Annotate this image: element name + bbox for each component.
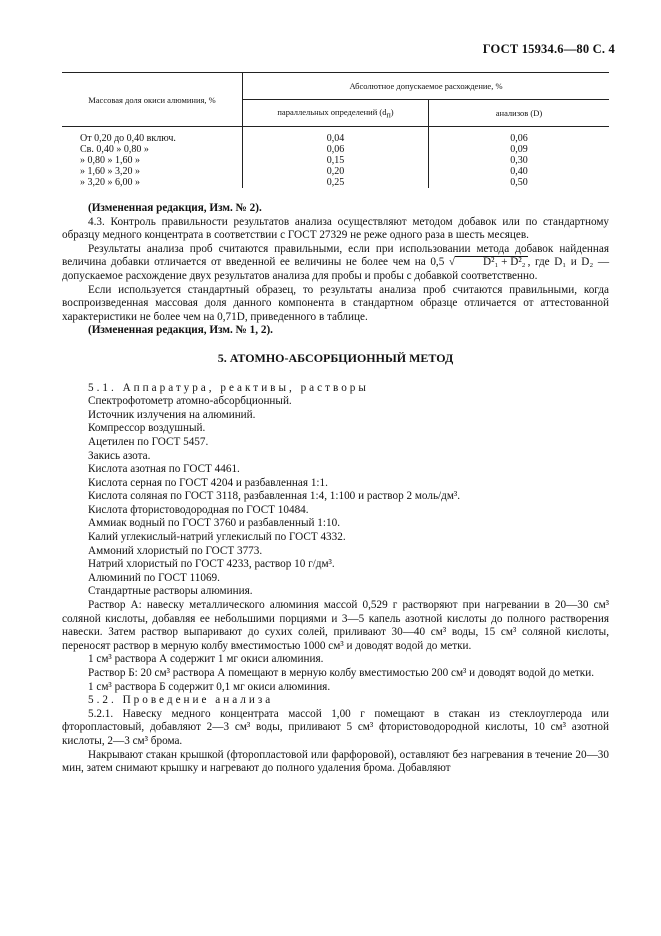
table-row: От 0,20 до 0,40 включ. 0,04 0,06	[62, 133, 609, 144]
col-header-group: Абсолютное допускаемое расхождение, %	[243, 73, 610, 100]
subsection-5-2: 5.2. Проведение анализа	[88, 694, 274, 707]
paragraph-last: Накрывают стакан крышкой (фторопластовой или фарфоровой), оставляют без нагревания в течение 20—30 мин, затем снимают крышку и нагревают до полного удаления брома. Добавляют	[62, 748, 609, 775]
list-item: Кислота серная по ГОСТ 4204 и разбавленная 1:1.	[88, 476, 328, 489]
list-item: Закись азота.	[88, 449, 151, 462]
solution-a: Раствор А: навеску металлического алюминия массой 0,529 г растворяют при нагревании в 20—30 см³ соляной кислоты, добавляя ее небольшими порциями и 3—5 капель азотной кислоты до полного растворения навески. Затем раствор выпаривают до сухих солей, приливают 30—40 см³ воды, 15 см³ соляной кислоты, переносят раствор в мерную колбу вместимостью 1000 см³ и доводят водой до метки.	[62, 599, 609, 652]
paragraph-standard-sample: Если используется стандартный образец, то результаты анализа проб считаются правильными, когда воспроизведенная массовая доля данного компонента в стандартном образце отличается от аттестованной характеристики не более чем на 0,71D, приведенного в таблице.	[62, 283, 609, 323]
list-item: Кислота азотная по ГОСТ 4461.	[88, 463, 240, 476]
list-item: Стандартные растворы алюминия.	[88, 585, 253, 598]
list-item: Компрессор воздушный.	[88, 422, 206, 435]
list-item: Аммиак водный по ГОСТ 3760 и разбавленный 1:10.	[88, 517, 340, 530]
table-row: » 3,20 » 6,00 » 0,25 0,50	[62, 177, 609, 188]
list-item: Алюминий по ГОСТ 11069.	[88, 571, 220, 584]
section-title: 5. АТОМНО-АБСОРБЦИОННЫЙ МЕТОД	[217, 350, 454, 365]
col-header-analyses: анализов (D)	[429, 100, 610, 127]
paragraph-5-2-1: 5.2.1. Навеску медного концентрата массой 1,00 г помещают в стакан из стеклоуглерода или фторопластовый, добавляют 2—3 см³ воды, приливают 5 см³ фтористоводородной кислоты, 10 см³ азотной кислоты, 2—3 см³ брома.	[62, 707, 609, 747]
page-header: ГОСТ 15934.6—80 С. 4	[482, 42, 615, 56]
subsection-5-1: 5.1. Аппаратура, реактивы, растворы	[88, 381, 369, 394]
list-item: Спектрофотометр атомно-абсорбционный.	[88, 395, 292, 408]
col-header-mass-fraction: Массовая доля окиси алюминия, %	[62, 73, 243, 127]
list-item: Ацетилен по ГОСТ 5457.	[88, 435, 209, 448]
solution-b-note: 1 см³ раствора Б содержит 0,1 мг окиси алюминия.	[88, 680, 331, 693]
amendment-note: (Измененная редакция, Изм. № 2).	[88, 202, 262, 214]
list-item: Натрий хлористый по ГОСТ 4233, раствор 10 г/дм³.	[88, 558, 335, 571]
sqrt-expression: D²₁ + D²₂	[455, 256, 528, 268]
amendment-note-2: (Измененная редакция, Изм. № 1, 2).	[88, 324, 273, 337]
col-header-parallel: параллельных определений $(d_п)$	[243, 100, 429, 127]
tolerance-table	[62, 72, 609, 188]
list-item: Кислота фтористоводородная по ГОСТ 10484.	[88, 503, 309, 516]
table-row: » 1,60 » 3,20 » 0,20 0,40	[62, 166, 609, 177]
list-item: Источник излучения на алюминий.	[88, 408, 256, 421]
paragraph-results: Результаты анализа проб считаются правильными, если при использовании метода добавок найденная величина добавки отличается от введенной ее величины не более чем на 0,5 √ D²₁ + D²₂ , где D₁ и D₂ — допускаемое расхождение двух результатов анализа для пробы и пробы с добавкой соответственно.	[62, 242, 610, 282]
list-item: Аммоний хлористый по ГОСТ 3773.	[88, 544, 263, 557]
reagents-list	[62, 395, 609, 599]
list-item: Калий углекислый-натрий углекислый по ГОСТ 4332.	[88, 531, 346, 544]
table-row: » 0,80 » 1,60 » 0,15 0,30	[62, 155, 609, 166]
paragraph-4-3: 4.3. Контроль правильности результатов анализа осуществляют методом добавок или по стандартному образцу медного концентрата в соответствии с ГОСТ 27329 не реже одного раза в шесть месяцев.	[62, 215, 609, 242]
document-body	[62, 202, 609, 776]
solution-b: Раствор Б: 20 см³ раствора А помещают в мерную колбу вместимостью 200 см³ и доводят водой до метки.	[88, 667, 595, 679]
table-row: Св. 0,40 » 0,80 » 0,06 0,09	[62, 144, 609, 155]
list-item: Кислота соляная по ГОСТ 3118, разбавленная 1:4, 1:100 и раствор 2 моль/дм³.	[88, 490, 461, 503]
solution-a-note: 1 см³ раствора А содержит 1 мг окиси алюминия.	[88, 653, 324, 666]
